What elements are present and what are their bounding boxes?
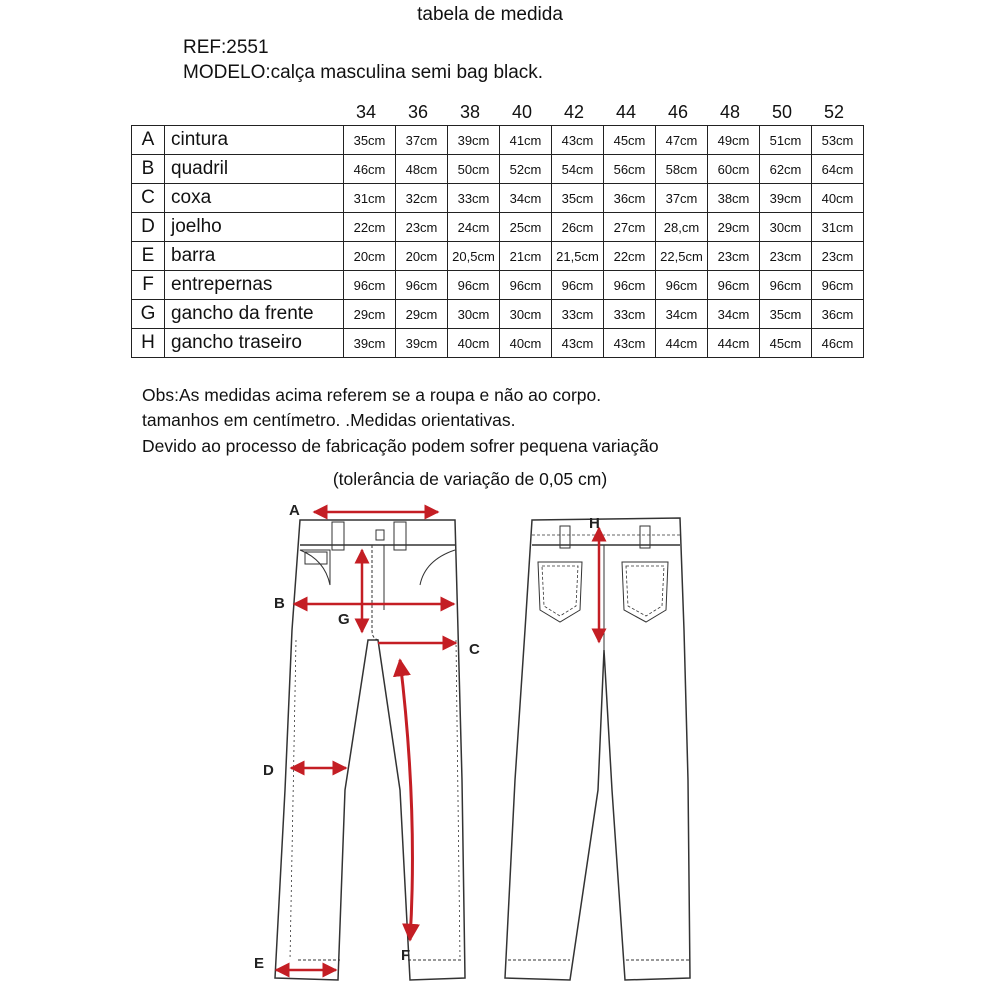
measure-value: 52cm: [500, 155, 552, 184]
measure-value: 40cm: [812, 184, 864, 213]
size-label: 52: [823, 102, 845, 122]
measure-value: 22,5cm: [656, 242, 708, 271]
pants-back-drawing: [505, 518, 690, 980]
label-b: B: [274, 595, 285, 612]
measure-value: 96cm: [812, 271, 864, 300]
label-f: F: [401, 947, 411, 964]
measurement-table: [131, 125, 864, 358]
measure-value: 31cm: [812, 213, 864, 242]
measure-value: 36cm: [812, 300, 864, 329]
measure-value: 48cm: [396, 155, 448, 184]
measure-value: 38cm: [708, 184, 760, 213]
measure-value: 96cm: [656, 271, 708, 300]
label-d: D: [263, 762, 274, 779]
measure-name: cintura: [165, 126, 344, 155]
measure-letter: D: [132, 213, 165, 242]
table-row: [132, 300, 864, 329]
measure-value: 43cm: [552, 126, 604, 155]
measure-value: 29cm: [396, 300, 448, 329]
measure-value: 21,5cm: [552, 242, 604, 271]
label-g: G: [338, 611, 350, 628]
measure-value: 30cm: [760, 213, 812, 242]
measure-value: 20cm: [396, 242, 448, 271]
measure-value: 39cm: [760, 184, 812, 213]
measure-value: 96cm: [708, 271, 760, 300]
measure-value: 58cm: [656, 155, 708, 184]
size-header: [340, 102, 860, 126]
measure-value: 96cm: [760, 271, 812, 300]
measure-value: 35cm: [760, 300, 812, 329]
measure-value: 39cm: [344, 329, 396, 358]
measure-name: gancho da frente: [165, 300, 344, 329]
measure-value: 23cm: [812, 242, 864, 271]
measure-name: gancho traseiro: [165, 329, 344, 358]
measure-value: 37cm: [396, 126, 448, 155]
measure-value: 64cm: [812, 155, 864, 184]
table-row: [132, 329, 864, 358]
tolerance-note: (tolerância de variação de 0,05 cm): [332, 469, 608, 489]
measure-value: 60cm: [708, 155, 760, 184]
measure-name: barra: [165, 242, 344, 271]
measure-value: 50cm: [448, 155, 500, 184]
measure-value: 45cm: [760, 329, 812, 358]
measure-value: 25cm: [500, 213, 552, 242]
table-row: [132, 242, 864, 271]
measure-name: quadril: [165, 155, 344, 184]
table-row: [132, 213, 864, 242]
pants-front-drawing: [275, 520, 465, 980]
measure-value: 40cm: [500, 329, 552, 358]
measure-value: 22cm: [604, 242, 656, 271]
table-row: [132, 126, 864, 155]
measure-value: 39cm: [396, 329, 448, 358]
measure-value: 45cm: [604, 126, 656, 155]
page-title: tabela de medida: [417, 4, 563, 25]
measure-value: 22cm: [344, 213, 396, 242]
pants-diagram: [0, 490, 1000, 1000]
measure-value: 56cm: [604, 155, 656, 184]
measure-value: 43cm: [552, 329, 604, 358]
table-row: [132, 271, 864, 300]
measure-value: 46cm: [344, 155, 396, 184]
measure-value: 29cm: [344, 300, 396, 329]
measure-value: 53cm: [812, 126, 864, 155]
measure-value: 20cm: [344, 242, 396, 271]
measure-value: 39cm: [448, 126, 500, 155]
measure-letter: H: [132, 329, 165, 358]
measure-value: 34cm: [708, 300, 760, 329]
measure-value: 34cm: [656, 300, 708, 329]
measure-letter: A: [132, 126, 165, 155]
measure-value: 31cm: [344, 184, 396, 213]
measure-name: entrepernas: [165, 271, 344, 300]
measure-value: 20,5cm: [448, 242, 500, 271]
measure-value: 96cm: [344, 271, 396, 300]
measure-value: 34cm: [500, 184, 552, 213]
label-c: C: [469, 641, 480, 658]
measure-value: 33cm: [552, 300, 604, 329]
measure-name: coxa: [165, 184, 344, 213]
measure-letter: G: [132, 300, 165, 329]
measure-value: 32cm: [396, 184, 448, 213]
measure-name: joelho: [165, 213, 344, 242]
measure-value: 30cm: [500, 300, 552, 329]
size-label: 50: [771, 102, 793, 122]
measure-value: 62cm: [760, 155, 812, 184]
measure-value: 54cm: [552, 155, 604, 184]
note-line-2: tamanhos em centímetro. .Medidas orientativas.: [142, 410, 516, 430]
measure-value: 30cm: [448, 300, 500, 329]
label-h: H: [589, 515, 600, 532]
measure-value: 33cm: [604, 300, 656, 329]
measure-value: 23cm: [396, 213, 448, 242]
measure-value: 44cm: [708, 329, 760, 358]
measure-value: 37cm: [656, 184, 708, 213]
measure-value: 41cm: [500, 126, 552, 155]
size-label: 44: [615, 102, 637, 122]
measure-value: 46cm: [812, 329, 864, 358]
note-line-1: Obs:As medidas acima referem se a roupa e não ao corpo.: [142, 385, 602, 405]
measure-value: 44cm: [656, 329, 708, 358]
measure-value: 96cm: [448, 271, 500, 300]
model-description: MODELO:calça masculina semi bag black.: [183, 62, 544, 83]
label-a: A: [289, 502, 300, 519]
measure-letter: B: [132, 155, 165, 184]
size-label: 40: [511, 102, 533, 122]
size-label: 38: [459, 102, 481, 122]
measure-letter: C: [132, 184, 165, 213]
measure-value: 26cm: [552, 213, 604, 242]
measure-value: 27cm: [604, 213, 656, 242]
size-label: 36: [407, 102, 429, 122]
measure-value: 40cm: [448, 329, 500, 358]
table-row: [132, 184, 864, 213]
note-line-3: Devido ao processo de fabricação podem sofrer pequena variação: [142, 436, 659, 456]
size-label: 34: [355, 102, 377, 122]
measure-value: 29cm: [708, 213, 760, 242]
measure-value: 35cm: [344, 126, 396, 155]
measure-value: 23cm: [760, 242, 812, 271]
size-label: 42: [563, 102, 585, 122]
size-label: 46: [667, 102, 689, 122]
measure-value: 35cm: [552, 184, 604, 213]
measure-value: 47cm: [656, 126, 708, 155]
reference-code: REF:2551: [183, 37, 269, 58]
measure-value: 49cm: [708, 126, 760, 155]
measure-value: 23cm: [708, 242, 760, 271]
measure-value: 96cm: [604, 271, 656, 300]
measure-letter: E: [132, 242, 165, 271]
measure-value: 36cm: [604, 184, 656, 213]
measure-value: 96cm: [552, 271, 604, 300]
measure-value: 28,cm: [656, 213, 708, 242]
measure-value: 51cm: [760, 126, 812, 155]
table-row: [132, 155, 864, 184]
measure-value: 33cm: [448, 184, 500, 213]
measure-value: 96cm: [396, 271, 448, 300]
measure-value: 24cm: [448, 213, 500, 242]
measure-value: 21cm: [500, 242, 552, 271]
size-label: 48: [719, 102, 741, 122]
measure-value: 96cm: [500, 271, 552, 300]
measure-value: 43cm: [604, 329, 656, 358]
label-e: E: [254, 955, 265, 972]
measure-letter: F: [132, 271, 165, 300]
